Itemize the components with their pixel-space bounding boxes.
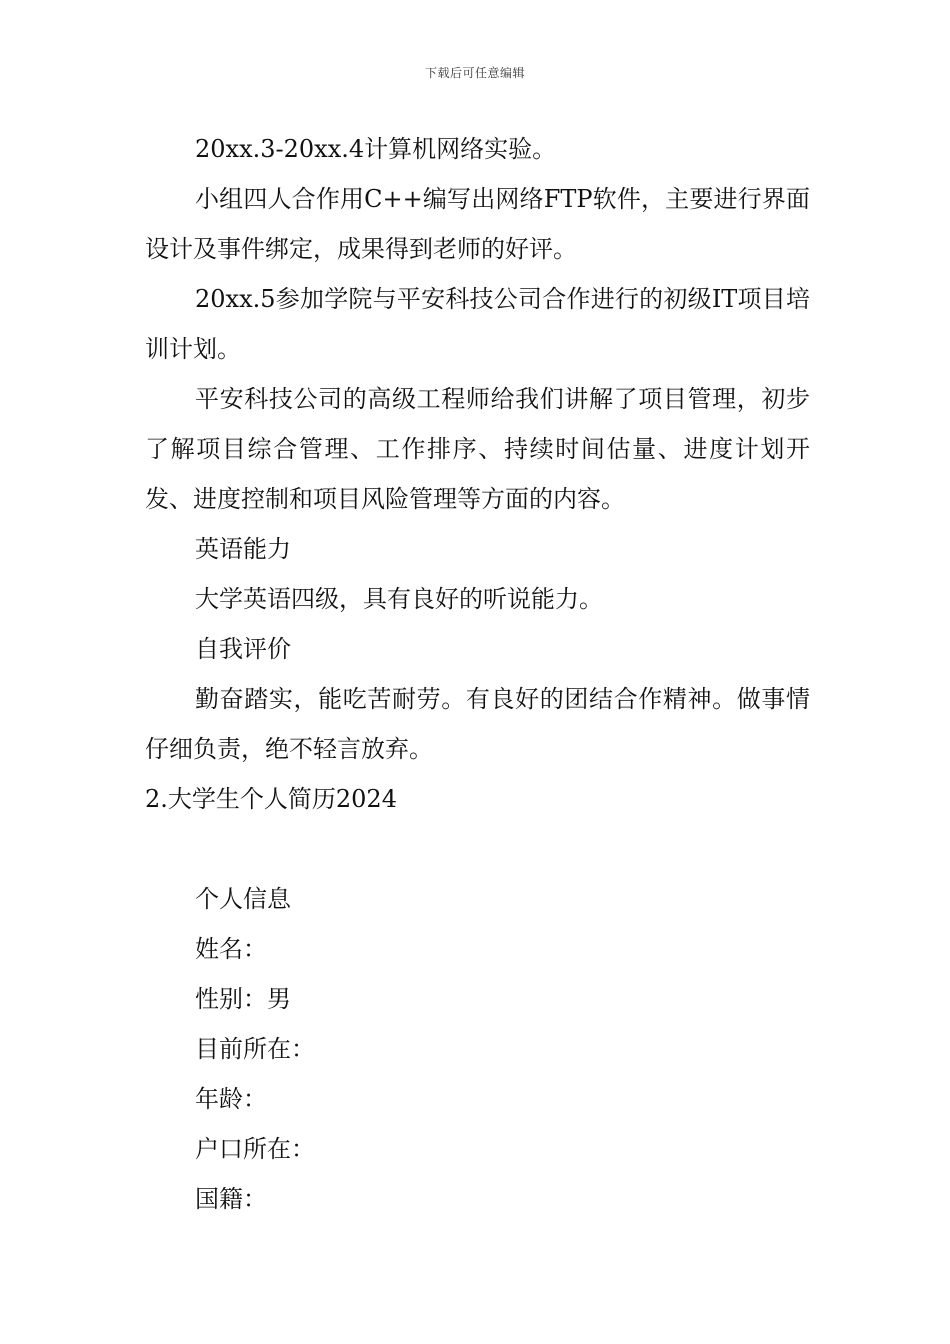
paragraph-ftp-project: 小组四人合作用C++编写出网络FTP软件，主要进行界面设计及事件绑定，成果得到老师的好评。 [145,185,810,263]
field-name: 姓名： [195,935,267,963]
page-header: 下载后可任意编辑 [424,66,525,80]
heading-english-ability: 英语能力 [195,535,291,563]
blank-line [145,824,810,874]
field-current-location: 目前所在： [195,1035,315,1063]
field-age: 年龄： [195,1085,267,1113]
paragraph-it-training: 20xx.5参加学院与平安科技公司合作进行的初级IT项目培训计划。 [145,285,810,363]
paragraph-english-level: 大学英语四级，具有良好的听说能力。 [195,585,603,613]
paragraph-project-management: 平安科技公司的高级工程师给我们讲解了项目管理，初步了解项目综合管理、工作排序、持续时间估量、进度计划开发、进度控制和项目风险管理等方面的内容。 [145,385,810,513]
heading-personal-info: 个人信息 [195,885,291,913]
field-hukou-location: 户口所在： [195,1135,315,1163]
paragraph-self-evaluation: 勤奋踏实，能吃苦耐劳。有良好的团结合作精神。做事情仔细负责，绝不轻言放弃。 [145,685,810,763]
document-body [145,124,810,1224]
field-nationality: 国籍： [195,1185,267,1213]
paragraph-network-experiment: 20xx.3-20xx.4计算机网络实验。 [195,135,557,163]
field-gender: 性别：男 [195,985,291,1013]
section-title-resume-2024: 2.大学生个人简历2024 [145,785,397,813]
heading-self-evaluation: 自我评价 [195,635,291,663]
